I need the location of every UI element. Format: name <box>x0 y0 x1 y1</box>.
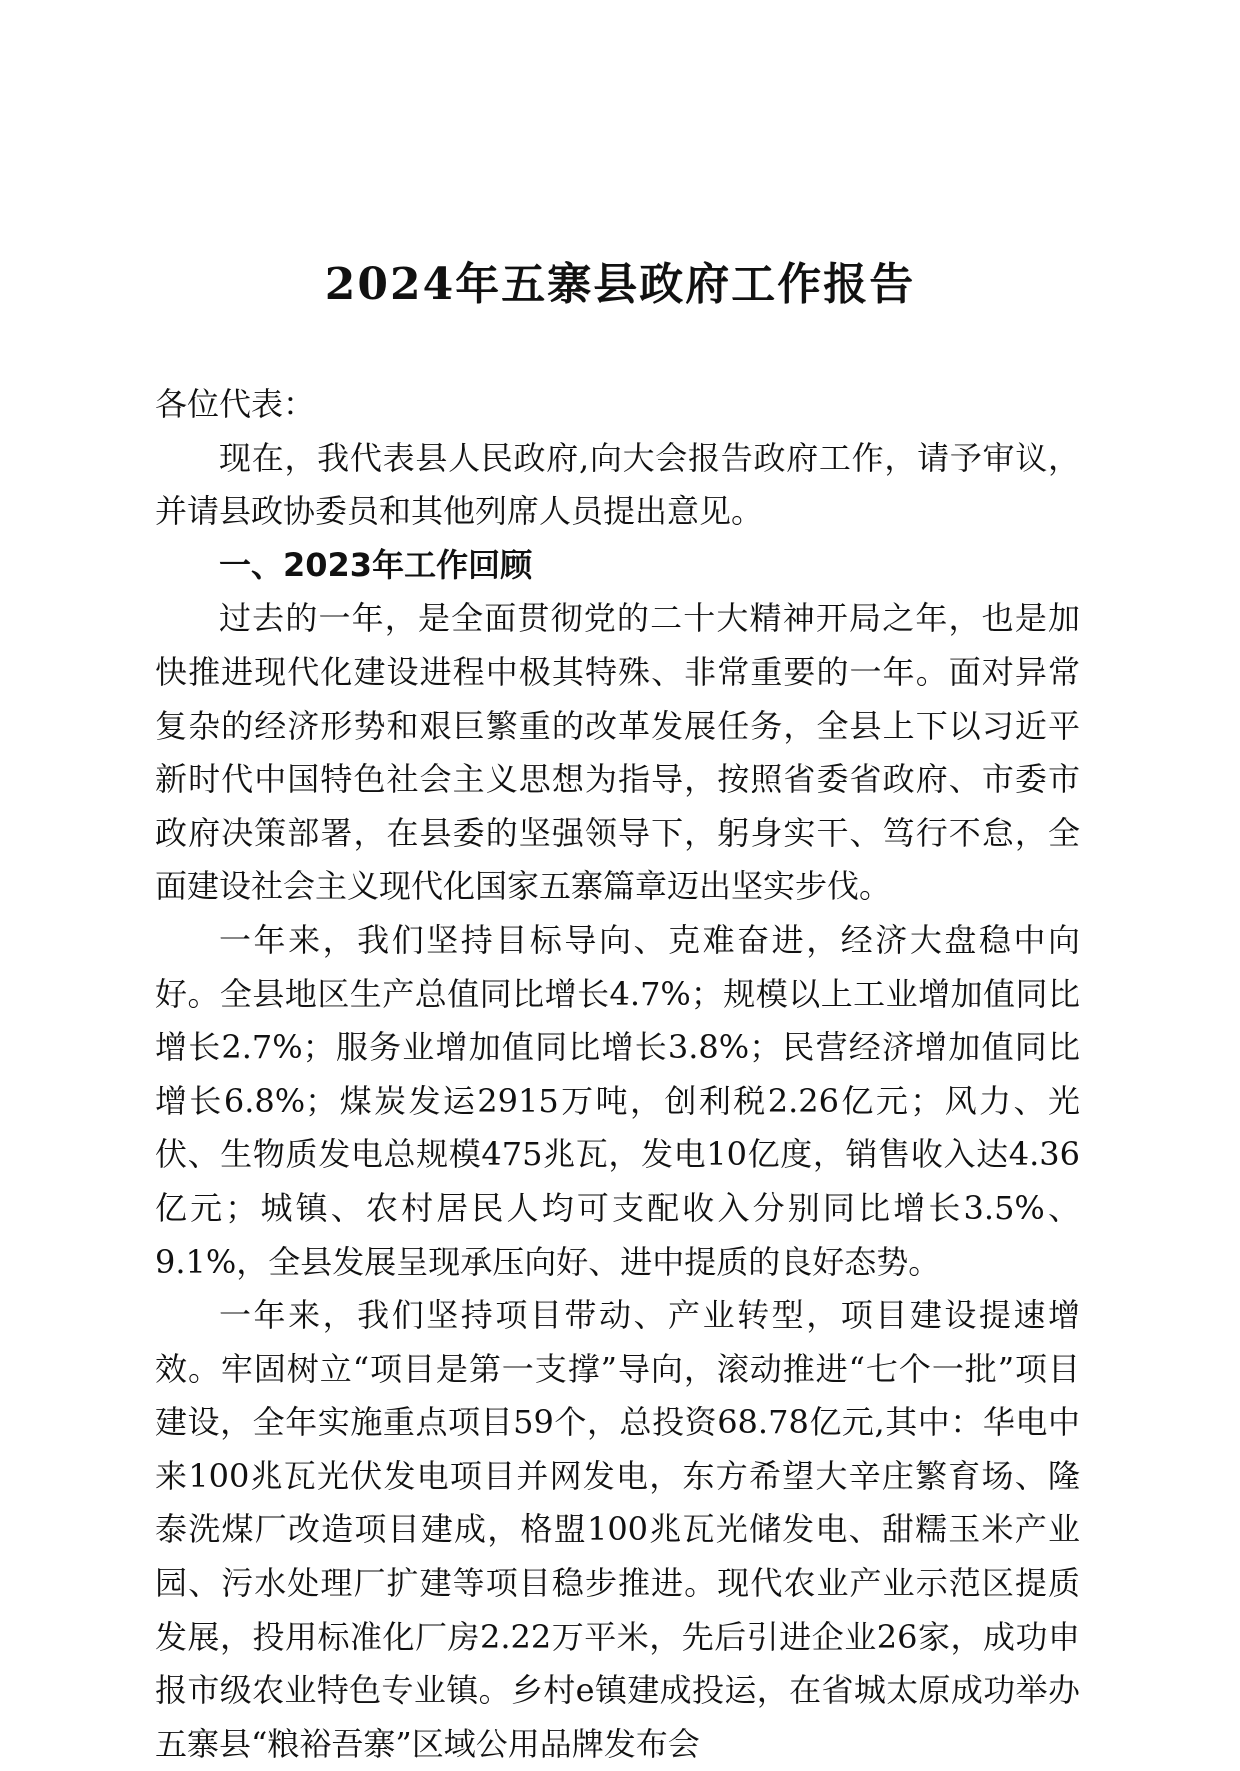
section-heading: 一、2023年工作回顾 <box>219 545 533 584</box>
salutation: 各位代表： <box>155 385 316 423</box>
intro-paragraph: 现在，我代表县人民政府,向大会报告政府工作，请予审议，并请县政协委员和其他列席人员提出意见。 <box>155 438 1080 531</box>
document-title: 2024年五寨县政府工作报告 <box>324 259 916 310</box>
body-paragraph: 一年来，我们坚持项目带动、产业转型，项目建设提速增效。牢固树立“项目是第一支撑”导向，滚动推进“七个一批”项目建设，全年实施重点项目59个，总投资68.78亿元,其中：华电中来100兆瓦光伏发电项目并网发电，东方希望大辛庄繁育场、隆泰洗煤厂改造项目建成，格盟100兆瓦光储发电、甜糯玉米产业园、污水处理厂扩建等项目稳步推进。现代农业产业示范区提质发展，投用标准化厂房2.22万平米，先后引进企业26家，成功申报市级农业特色专业镇。乡村e镇建成投运，在省城太原成功举办五寨县“粮裕吾寨”区域公用品牌发布会 <box>155 1296 1080 1763</box>
body-paragraph: 过去的一年，是全面贯彻党的二十大精神开局之年，也是加快推进现代化建设进程中极其特殊、非常重要的一年。面对异常复杂的经济形势和艰巨繁重的改革发展任务，全县上下以习近平新时代中国特色社会主义思想为指导，按照省委省政府、市委市政府决策部署，在县委的坚强领导下，躬身实干、笃行不怠，全面建设社会主义现代化国家五寨篇章迈出坚实步伐。 <box>155 599 1080 906</box>
body-paragraph: 一年来，我们坚持目标导向、克难奋进，经济大盘稳中向好。全县地区生产总值同比增长4.7%；规模以上工业增加值同比增长2.7%；服务业增加值同比增长3.8%；民营经济增加值同比增长6.8%；煤炭发运2915万吨，创利税2.26亿元；风力、光伏、生物质发电总规模475兆瓦，发电10亿度，销售收入达4.36亿元；城镇、农村居民人均可支配收入分别同比增长3.5%、9.1%，全县发展呈现承压向好、进中提质的良好态势。 <box>155 920 1080 1281</box>
document-body <box>155 378 1080 1771</box>
